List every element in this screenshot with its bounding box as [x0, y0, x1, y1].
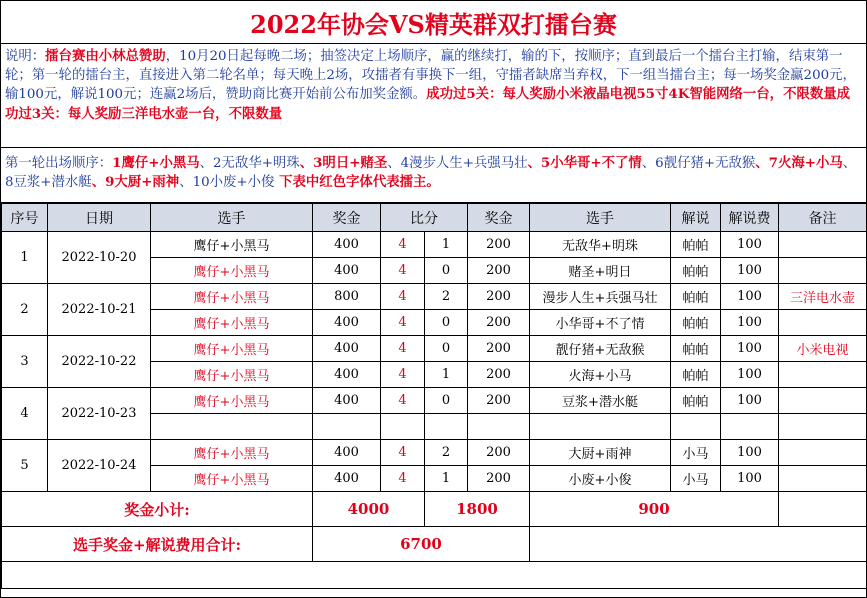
subtotal-row — [2, 492, 867, 527]
score1-cell: 4 — [381, 336, 425, 362]
row-date: 2022-10-24 — [48, 440, 151, 492]
row-number: 1 — [2, 232, 48, 284]
header-host: 解说 — [671, 204, 721, 232]
score1-cell: 4 — [381, 466, 425, 492]
note-cell — [779, 258, 867, 284]
row-date: 2022-10-23 — [48, 388, 151, 440]
desc-sponsor: 擂台赛由小林总赞助 — [45, 48, 166, 64]
note-cell: 小米电视 — [779, 336, 867, 362]
note-cell — [779, 310, 867, 336]
row-number: 5 — [2, 440, 48, 492]
subtotal-label: 奖金小计: — [2, 492, 313, 527]
host-cell: 帕帕 — [671, 388, 721, 414]
header-player2: 选手 — [530, 204, 671, 232]
subtotal-empty — [779, 492, 867, 527]
score2-cell: 2 — [425, 284, 468, 310]
score2-cell — [425, 414, 468, 440]
player1-cell: 鹰仔+小黑马 — [151, 362, 313, 388]
header-score: 比分 — [381, 204, 468, 232]
subtotal-prize2: 1800 — [425, 492, 530, 527]
score1-cell: 4 — [381, 258, 425, 284]
table-row — [2, 388, 867, 414]
prize2-cell: 200 — [468, 336, 530, 362]
score1-cell: 4 — [381, 388, 425, 414]
player2-cell: 无敌华+明珠 — [530, 232, 671, 258]
blank-cell — [2, 562, 867, 589]
host-cell: 帕帕 — [671, 232, 721, 258]
fee-cell: 100 — [721, 284, 779, 310]
player1-cell: 鹰仔+小黑马 — [151, 336, 313, 362]
table-body — [2, 232, 867, 492]
score2-cell: 1 — [425, 232, 468, 258]
score2-cell: 0 — [425, 336, 468, 362]
host-cell: 帕帕 — [671, 284, 721, 310]
score1-cell: 4 — [381, 310, 425, 336]
score1-cell: 4 — [381, 362, 425, 388]
header-note: 备注 — [779, 204, 867, 232]
host-cell: 帕帕 — [671, 310, 721, 336]
score1-cell — [381, 414, 425, 440]
header-fee: 解说费 — [721, 204, 779, 232]
score2-cell: 1 — [425, 362, 468, 388]
host-cell: 帕帕 — [671, 258, 721, 284]
host-cell: 小马 — [671, 466, 721, 492]
prize2-cell: 200 — [468, 466, 530, 492]
rules-description — [1, 44, 866, 148]
note-cell — [779, 388, 867, 414]
player1-cell: 鹰仔+小黑马 — [151, 466, 313, 492]
player1-cell: 鹰仔+小黑马 — [151, 284, 313, 310]
row-date: 2022-10-20 — [48, 232, 151, 284]
player2-cell: 漫步人生+兵强马壮 — [530, 284, 671, 310]
prize1-cell: 400 — [313, 440, 381, 466]
total-row — [2, 527, 867, 562]
prize1-cell: 400 — [313, 388, 381, 414]
prize1-cell: 400 — [313, 310, 381, 336]
host-cell: 小马 — [671, 440, 721, 466]
score1-cell: 4 — [381, 440, 425, 466]
table-row — [2, 336, 867, 362]
prize1-cell — [313, 414, 381, 440]
score2-cell: 0 — [425, 388, 468, 414]
score1-cell: 4 — [381, 284, 425, 310]
table-row — [2, 284, 867, 310]
total-empty — [530, 527, 867, 562]
score1-cell: 4 — [381, 232, 425, 258]
prize1-cell: 400 — [313, 258, 381, 284]
player2-cell: 大厨+雨神 — [530, 440, 671, 466]
row-number: 3 — [2, 336, 48, 388]
note-cell: 三洋电水壶 — [779, 284, 867, 310]
table-header-row — [2, 204, 867, 232]
note-cell — [779, 362, 867, 388]
order-item-1: 1鹰仔+小黑马 — [112, 155, 200, 171]
order-item-4: 、4漫步人生+兵强马壮 — [387, 156, 528, 171]
desc-prefix: 说明： — [5, 49, 46, 64]
subtotal-fee: 900 — [530, 492, 779, 527]
table-row — [2, 232, 867, 258]
fee-cell: 100 — [721, 440, 779, 466]
row-date: 2022-10-21 — [48, 284, 151, 336]
score2-cell: 1 — [425, 466, 468, 492]
player2-cell — [530, 414, 671, 440]
fee-cell — [721, 414, 779, 440]
player2-cell: 火海+小马 — [530, 362, 671, 388]
order-item-10: 、10小废+小俊 — [179, 175, 275, 190]
note-cell — [779, 440, 867, 466]
subtotal-prize1: 4000 — [313, 492, 425, 527]
order-item-2: 、2无敌华+明珠 — [199, 156, 300, 171]
header-prize1: 奖金 — [313, 204, 381, 232]
header-date: 日期 — [48, 204, 151, 232]
prize2-cell: 200 — [468, 388, 530, 414]
host-cell: 帕帕 — [671, 362, 721, 388]
order-item-9: 、9大厨+雨神 — [91, 174, 180, 190]
row-number: 4 — [2, 388, 48, 440]
score2-cell: 2 — [425, 440, 468, 466]
order-item-7: 、7火海+小马 — [755, 155, 843, 171]
total-value: 6700 — [313, 527, 530, 562]
order-item-3: 、3明日+赌圣 — [299, 155, 388, 171]
player2-cell: 小废+小俊 — [530, 466, 671, 492]
prize2-cell — [468, 414, 530, 440]
player1-cell: 鹰仔+小黑马 — [151, 440, 313, 466]
match-table — [1, 203, 867, 589]
player1-cell — [151, 414, 313, 440]
prize2-cell: 200 — [468, 232, 530, 258]
player2-cell: 小华哥+不了情 — [530, 310, 671, 336]
fee-cell: 100 — [721, 336, 779, 362]
match-order — [1, 148, 866, 203]
note-cell — [779, 232, 867, 258]
prize1-cell: 400 — [313, 362, 381, 388]
score2-cell: 0 — [425, 310, 468, 336]
player2-cell: 豆浆+潜水艇 — [530, 388, 671, 414]
fee-cell: 100 — [721, 310, 779, 336]
player2-cell: 靓仔猪+无敌猴 — [530, 336, 671, 362]
player2-cell: 赌圣+明日 — [530, 258, 671, 284]
note-cell — [779, 414, 867, 440]
order-prefix: 第一轮出场顺序： — [5, 156, 113, 171]
desc-rewards: 成功过5关：每人奖励小米液晶电视55寸4K智能网络一台，不限数量成功过3关：每人奖励三洋电水壶一台，不限数量 — [5, 86, 851, 122]
score2-cell: 0 — [425, 258, 468, 284]
prize2-cell: 200 — [468, 440, 530, 466]
player1-cell: 鹰仔+小黑马 — [151, 258, 313, 284]
page-title: 2022年协会VS精英群双打擂台赛 — [1, 1, 866, 44]
fee-cell: 100 — [721, 466, 779, 492]
prize1-cell: 400 — [313, 336, 381, 362]
order-item-5: 、5小华哥+不了情 — [527, 155, 642, 171]
prize2-cell: 200 — [468, 258, 530, 284]
order-item-8: 、8豆浆+潜水艇 — [5, 156, 857, 190]
prize1-cell: 400 — [313, 466, 381, 492]
fee-cell: 100 — [721, 362, 779, 388]
row-number: 2 — [2, 284, 48, 336]
header-no: 序号 — [2, 204, 48, 232]
header-player1: 选手 — [151, 204, 313, 232]
table-row — [2, 440, 867, 466]
note-cell — [779, 466, 867, 492]
host-cell: 帕帕 — [671, 336, 721, 362]
fee-cell: 100 — [721, 258, 779, 284]
fee-cell: 100 — [721, 388, 779, 414]
prize1-cell: 400 — [313, 232, 381, 258]
prize1-cell: 800 — [313, 284, 381, 310]
header-prize2: 奖金 — [468, 204, 530, 232]
prize2-cell: 200 — [468, 362, 530, 388]
player1-cell: 鹰仔+小黑马 — [151, 310, 313, 336]
host-cell — [671, 414, 721, 440]
blank-row — [2, 562, 867, 589]
fee-cell: 100 — [721, 232, 779, 258]
order-item-6: 、6靓仔猪+无敌猴 — [641, 156, 756, 171]
prize2-cell: 200 — [468, 310, 530, 336]
player1-cell: 鹰仔+小黑马 — [151, 388, 313, 414]
prize2-cell: 200 — [468, 284, 530, 310]
total-label: 选手奖金+解说费用合计: — [2, 527, 313, 562]
player1-cell: 鹰仔+小黑马 — [151, 232, 313, 258]
order-note: 下表中红色字体代表擂主。 — [274, 174, 440, 190]
row-date: 2022-10-22 — [48, 336, 151, 388]
desc-rules: ，10月20日起每晚二场；抽签决定上场顺序，赢的继续打，输的下，按顺序；直到最后一个擂台主打输，结束第一轮；第一轮的擂台主，直接进入第二轮名单；每天晚上2场，攻擂者有事换下一组，守擂者缺席当弃权，下一组当擂台主；每一场奖金赢200元，输100元，解说100元；连赢2场后，赞助商比赛开始前公布加奖金额。 — [5, 49, 856, 102]
